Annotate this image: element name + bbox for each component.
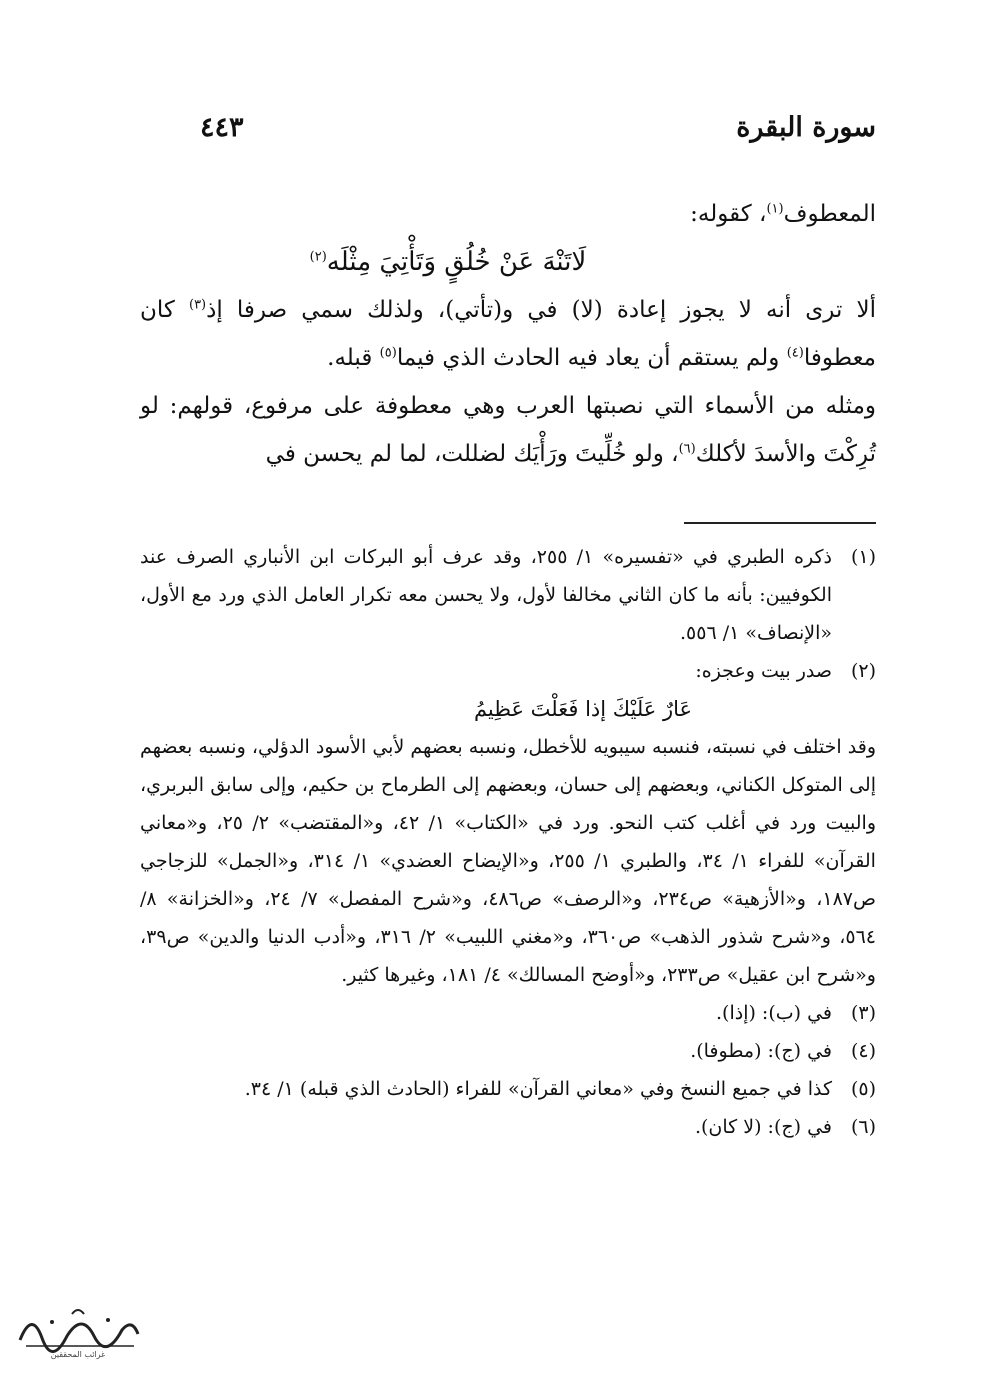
main-text bbox=[140, 190, 876, 478]
verse-text: لَاتَنْهَ عَنْ خُلُقٍ وَتَأْتِيَ مِثْلَه bbox=[326, 247, 587, 277]
footnote-ref-5: (٥) bbox=[379, 345, 397, 361]
footnote-1 bbox=[140, 538, 876, 652]
footnote-text: في (ج): (لا كان). bbox=[694, 1116, 832, 1138]
footnote-2-continued bbox=[140, 728, 876, 994]
page-header bbox=[200, 112, 876, 152]
footnote-3 bbox=[140, 994, 876, 1032]
footnote-text: في (ج): (مطوفا). bbox=[690, 1040, 832, 1062]
footnote-5 bbox=[140, 1070, 876, 1108]
footnote-ref-6: (٦) bbox=[678, 441, 696, 457]
footnote-6 bbox=[140, 1108, 876, 1146]
footnote-2 bbox=[140, 652, 876, 690]
paragraph-2-text-c: ولم يستقم أن يعاد فيه الحادث الذي فيما bbox=[396, 345, 787, 371]
footnote-number: (٣) bbox=[850, 1002, 876, 1024]
footnote-number: (٤) bbox=[850, 1040, 876, 1062]
page-number: ٤٤٣ bbox=[200, 112, 244, 143]
footnote-number: (٢) bbox=[850, 660, 876, 682]
intro-text: المعطوف bbox=[783, 201, 876, 227]
footnote-ref-4: (٤) bbox=[786, 345, 804, 361]
footnote-number: (٥) bbox=[850, 1078, 876, 1100]
footnote-number: (٦) bbox=[850, 1116, 876, 1138]
footnote-text: صدر بيت وعجزه: bbox=[695, 660, 832, 682]
footnote-ref-2: (٢) bbox=[309, 249, 327, 265]
paragraph-2 bbox=[140, 286, 876, 382]
footnote-divider bbox=[684, 522, 876, 524]
poetry-verse bbox=[140, 238, 876, 286]
intro-rest: ، كقوله: bbox=[690, 201, 767, 227]
footnote-verse: عَارٌ عَلَيْكَ إذا فَعَلْتَ عَظِيمُ bbox=[473, 697, 693, 721]
paragraph-3-text-b: ، ولو خُلِّيتَ ورَأْيَك لضللت، لما لم يحسن في bbox=[265, 441, 679, 467]
footnotes-section bbox=[140, 538, 876, 1146]
publisher-logo-icon bbox=[12, 1300, 144, 1360]
paragraph-2-text-b: كان معطوفا bbox=[140, 297, 876, 371]
footnote-number: (١) bbox=[850, 546, 876, 568]
footnote-4 bbox=[140, 1032, 876, 1070]
footnote-text: وقد اختلف في نسبته، فنسبه سيبويه للأخطل، ونسبه بعضهم لأبي الأسود الدؤلي، ونسبه بعضهم إلى المتوكل الكناني، وبعضهم إلى حسان، وبعضهم إلى الطرماح بن حكيم، وإلى سابق البربري، والبيت ورد في أغلب كتب النحو. ورد في «الكتاب» ١/ ٤٢، و«المقتضب» ٢/ ٢٥، و«معاني القرآن» للفراء ١/ ٣٤، والطبري ١/ ٢٥٥، و«الإيضاح العضدي» ١/ ٣١٤، و«الجمل» للزجاجي ص١٨٧، و«الأزهية» ص٢٣٤، و«الرصف» ص٤٨٦، و«شرح المفصل» ٧/ ٢٤، و«الخزانة» ٨/ ٥٦٤، و«شرح شذور الذهب» ص٣٦٠، و«مغني اللبيب» ٢/ ٣١٦، و«أدب الدنيا والدين» ص٣٩، و«شرح ابن عقيل» ص٢٣٣، و«أوضح المسالك» ٤/ ١٨١، وغيرها كثير. bbox=[140, 736, 876, 986]
intro-line bbox=[140, 190, 876, 238]
footnote-ref-3: (٣) bbox=[188, 297, 207, 313]
footnote-text: كذا في جميع النسخ وفي «معاني القرآن» للفراء (الحادث الذي قبله) ١/ ٣٤. bbox=[244, 1078, 832, 1100]
footnote-ref-1: (١) bbox=[766, 201, 784, 217]
footnote-text: في (ب): (إذا). bbox=[716, 1002, 832, 1024]
footnote-text: ذكره الطبري في «تفسيره» ١/ ٢٥٥، وقد عرف أبو البركات ابن الأنباري الصرف عند الكوفيين: بأنه ما كان الثاني مخالفا لأول، ولا يحسن معه تكرار العامل الذي ورد مع الأول، «الإنصاف» ١/ ٥٥٦. bbox=[140, 546, 832, 644]
paragraph-2-text-a: ألا ترى أنه لا يجوز إعادة (لا) في و(تأتي)، ولذلك سمي صرفا إذ bbox=[206, 297, 876, 323]
paragraph-3-text-a: ومثله من الأسماء التي نصبتها العرب وهي معطوفة على مرفوع، قولهم: لو تُرِكْتَ والأسدَ لأكلك bbox=[140, 393, 876, 467]
logo-caption: غرائب المحققين bbox=[50, 1350, 106, 1359]
paragraph-3 bbox=[140, 382, 876, 478]
paragraph-2-text-d: قبله. bbox=[327, 345, 380, 371]
surah-title: سورة البقرة bbox=[736, 112, 876, 143]
